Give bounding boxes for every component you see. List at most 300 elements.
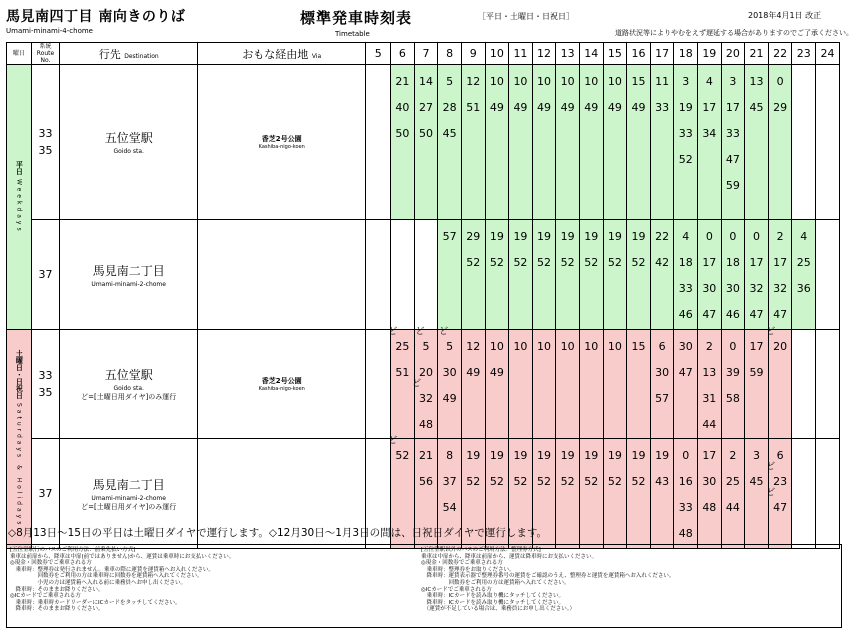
minute-value: 52	[560, 256, 575, 269]
departure-minute	[537, 69, 551, 95]
minute-list	[722, 439, 745, 521]
day-label-cell	[7, 330, 32, 549]
departure-minute	[702, 412, 716, 438]
departure-minute	[584, 69, 598, 95]
departure-minute	[679, 360, 693, 386]
minute-list	[462, 439, 485, 495]
departure-minute	[443, 469, 457, 495]
departure-minute	[753, 443, 760, 469]
departure-minute	[729, 224, 736, 250]
minute-value: 48	[702, 501, 717, 514]
departure-minute	[726, 360, 740, 386]
minute-value: 47	[773, 308, 788, 321]
hour-cell	[556, 330, 580, 439]
hour-cell	[485, 65, 509, 220]
minute-list	[533, 220, 556, 276]
departure-minute	[466, 224, 480, 250]
hour-cell	[698, 330, 722, 439]
minute-value: 2	[729, 449, 737, 462]
minute-list	[509, 330, 532, 360]
minute-list	[698, 220, 721, 328]
departure-minute	[750, 69, 764, 95]
hour-cell	[650, 220, 674, 330]
minute-list	[391, 65, 414, 147]
departure-minute	[682, 224, 689, 250]
minute-value: 0	[729, 340, 737, 353]
instruction-line: 乗車は前扉から、降車は中扉(前ではありません)から、運賃は乗車時にお支払いください。	[10, 553, 235, 560]
hour-cell	[532, 330, 556, 439]
minute-value: 14	[419, 75, 433, 88]
minute-value: 52	[466, 475, 481, 488]
hour-cell	[627, 439, 651, 549]
minute-value: 15	[631, 75, 646, 88]
minute-value: 6	[658, 340, 666, 353]
saturday-only-mark: ど	[766, 488, 776, 498]
minute-value: 17	[749, 256, 764, 269]
minute-value: 30	[655, 366, 670, 379]
hour-cell	[627, 65, 651, 220]
departure-minute	[415, 327, 430, 360]
departure-minute	[466, 469, 480, 495]
minute-value: 19	[607, 449, 622, 462]
route-number: 35	[38, 386, 53, 399]
day-label-roman: Saturdays & Holidays	[15, 403, 23, 528]
minute-value: 49	[607, 101, 622, 114]
departure-minute	[679, 276, 693, 302]
hour-cell	[556, 65, 580, 220]
departure-minute	[466, 95, 480, 121]
minute-value: 42	[655, 256, 670, 269]
destination-note: ど=[土曜日用ダイヤ]のみ運行	[81, 502, 177, 511]
minute-list	[627, 65, 650, 121]
hour-cell	[674, 65, 698, 220]
route-number-cell	[31, 330, 60, 439]
hour-cell	[366, 330, 391, 439]
minute-value: 49	[537, 101, 552, 114]
hour-cell	[414, 220, 438, 330]
minute-value: 33	[678, 501, 693, 514]
minute-value: 5	[422, 340, 430, 353]
minute-value: 19	[466, 449, 481, 462]
minute-value: 20	[773, 340, 788, 353]
departure-minute	[490, 250, 504, 276]
minute-value: 19	[489, 449, 504, 462]
departure-minute	[702, 276, 716, 302]
minute-value: 36	[796, 282, 811, 295]
revision-date: 2018年4月1日 改正	[748, 11, 822, 20]
destination-name: 馬見南二丁目	[92, 477, 165, 492]
departure-minute	[631, 469, 645, 495]
hour-header: 12	[532, 43, 556, 65]
minute-list	[674, 330, 697, 386]
minute-value: 47	[678, 366, 693, 379]
minute-value: 49	[584, 101, 599, 114]
minute-list	[674, 220, 697, 328]
departure-minute	[655, 224, 669, 250]
departure-minute	[561, 95, 575, 121]
usage-instructions-left	[10, 547, 418, 613]
departure-minute	[655, 386, 669, 412]
departure-minute	[631, 224, 645, 250]
minute-list	[769, 65, 792, 121]
minute-value: 2	[705, 340, 713, 353]
hour-header: 16	[627, 43, 651, 65]
hour-header: 22	[768, 43, 792, 65]
departure-minute	[706, 224, 713, 250]
hour-cell	[674, 220, 698, 330]
minute-list	[509, 439, 532, 495]
header-row	[7, 43, 840, 65]
minute-value: 3	[682, 75, 690, 88]
departure-minute	[702, 469, 716, 495]
departure-minute	[655, 250, 669, 276]
minute-value: 59	[749, 366, 764, 379]
hour-cell	[391, 65, 415, 220]
hour-cell	[745, 439, 769, 549]
minute-value: 49	[442, 392, 457, 405]
minute-value: 30	[678, 340, 693, 353]
departure-minute	[773, 276, 787, 302]
departure-minute	[679, 495, 693, 521]
departure-minute	[631, 250, 645, 276]
hour-cell	[509, 220, 533, 330]
hour-cell	[579, 220, 603, 330]
minute-value: 39	[725, 366, 740, 379]
hour-cell	[603, 330, 627, 439]
minute-value: 34	[702, 127, 717, 140]
minute-value: 52	[489, 475, 504, 488]
minute-value: 16	[678, 475, 693, 488]
instruction-line: 回数券をご利用の方は乗車時に回数券を運賃箱へ入れてください。	[10, 573, 203, 580]
via-stop-roman: Kashiba-nigo-koen	[258, 144, 305, 150]
departure-minute	[561, 443, 575, 469]
minute-value: 45	[749, 101, 764, 114]
departure-minute	[702, 302, 716, 328]
minute-value: 11	[655, 75, 670, 88]
instruction-line: ◎ICカードでご乗車される方	[10, 593, 81, 600]
minute-value: 32	[773, 282, 788, 295]
minute-value: 52	[395, 449, 410, 462]
minute-value: 10	[560, 340, 575, 353]
minute-list	[627, 439, 650, 495]
hour-cell	[650, 330, 674, 439]
minute-list	[415, 439, 438, 495]
minute-list	[604, 220, 627, 276]
departure-minute	[490, 360, 504, 386]
departure-minute	[466, 443, 480, 469]
minute-value: 19	[513, 449, 528, 462]
departure-minute	[584, 443, 598, 469]
departure-minute	[726, 121, 740, 147]
stop-name-roman: Umami-minami-4-chome	[6, 27, 93, 35]
minute-list	[388, 327, 414, 386]
departure-minute	[466, 250, 480, 276]
minute-list	[366, 65, 390, 69]
minute-value: 33	[678, 127, 693, 140]
minute-value: 3	[753, 449, 761, 462]
hour-cell	[792, 439, 816, 549]
minute-list	[438, 220, 461, 250]
departure-minute	[537, 95, 551, 121]
hour-cell	[792, 330, 816, 439]
minute-list	[627, 330, 650, 360]
col-destination-en: Destination	[124, 52, 159, 60]
minute-list	[462, 65, 485, 121]
hour-cell	[438, 327, 462, 439]
col-route-label: 系統	[39, 43, 52, 50]
departure-minute	[702, 386, 716, 412]
minute-list	[366, 220, 390, 224]
minute-value: 17	[702, 101, 717, 114]
instruction-line: ◎現金・回数券でご乗車される方	[421, 560, 503, 567]
departure-minute	[608, 95, 622, 121]
minute-value: 19	[584, 230, 599, 243]
hour-header: 10	[485, 43, 509, 65]
departure-minute	[466, 69, 480, 95]
minute-value: 19	[678, 101, 693, 114]
departure-minute	[490, 69, 504, 95]
departure-minute	[537, 469, 551, 495]
saturday-only-mark: ど	[388, 436, 398, 446]
minute-list	[580, 65, 603, 121]
minute-list	[486, 65, 509, 121]
minute-value: 10	[537, 340, 552, 353]
minute-value: 25	[725, 475, 740, 488]
minute-value: 51	[466, 101, 481, 114]
instruction-line: 乗車時：乗車時カードリーダーにICカードをタッチしてください。	[10, 599, 181, 606]
hour-header: 5	[366, 43, 391, 65]
minute-value: 54	[442, 501, 457, 514]
instruction-line: 降車時：ICカードを読み取り機にタッチしてください。	[421, 599, 564, 606]
hour-cell	[461, 220, 485, 330]
hour-cell	[532, 65, 556, 220]
departure-minute	[561, 469, 575, 495]
stop-name: 馬見南四丁目 南向きのりば	[6, 9, 186, 25]
hour-header: 7	[414, 43, 438, 65]
minute-value: 25	[796, 256, 811, 269]
hour-cell	[816, 65, 840, 220]
hour-cell	[674, 439, 698, 549]
hour-cell	[721, 439, 745, 549]
route-number: 33	[38, 127, 53, 140]
departure-minute	[443, 95, 457, 121]
departure-minute	[419, 360, 433, 386]
minute-value: 10	[513, 75, 528, 88]
hour-cell	[532, 220, 556, 330]
minute-value: 46	[678, 308, 693, 321]
route-number: 37	[38, 487, 53, 500]
minute-value: 19	[655, 449, 670, 462]
hour-cell	[650, 65, 674, 220]
departure-minute	[750, 95, 764, 121]
departure-minute	[443, 224, 457, 250]
minute-value: 0	[705, 230, 713, 243]
departure-minute	[750, 276, 764, 302]
departure-minute	[777, 224, 784, 250]
minute-value: 10	[607, 75, 622, 88]
departure-minute	[419, 69, 433, 95]
minute-value: 28	[442, 101, 457, 114]
minute-value: 52	[466, 256, 481, 269]
departure-minute	[631, 334, 645, 360]
minute-value: 52	[489, 256, 504, 269]
minute-list	[556, 65, 579, 121]
hour-cell	[721, 220, 745, 330]
minute-list	[438, 327, 461, 412]
departure-minute	[797, 250, 811, 276]
minute-list	[486, 220, 509, 276]
departure-minute	[679, 334, 693, 360]
departure-minute	[513, 443, 527, 469]
hour-cell	[509, 65, 533, 220]
saturday-only-mark: ど	[415, 327, 425, 337]
hour-cell	[579, 439, 603, 549]
minute-value: 52	[584, 256, 599, 269]
departure-minute	[537, 334, 551, 360]
hour-cell	[698, 65, 722, 220]
departure-minute	[513, 95, 527, 121]
minute-value: 49	[489, 366, 504, 379]
minute-value: 8	[446, 449, 454, 462]
minute-list	[415, 220, 438, 224]
day-label: 平日	[15, 160, 24, 175]
hour-cell	[721, 65, 745, 220]
minute-value: 4	[682, 230, 690, 243]
minute-list	[745, 439, 768, 495]
route-number: 33	[38, 369, 53, 382]
hour-cell	[509, 330, 533, 439]
departure-minute	[490, 443, 504, 469]
instruction-line: 降車時：そのままお降りください。	[10, 606, 104, 613]
minute-list	[533, 439, 556, 495]
minute-list	[412, 327, 438, 438]
destination-cell	[60, 330, 198, 439]
minute-value: 59	[725, 179, 740, 192]
departure-minute	[729, 334, 736, 360]
hour-cell	[414, 65, 438, 220]
minute-list	[580, 330, 603, 360]
hour-cell	[627, 220, 651, 330]
departure-minute	[466, 360, 480, 386]
minute-value: 4	[800, 230, 808, 243]
hour-cell	[766, 327, 792, 439]
minute-list	[745, 330, 768, 386]
instruction-line: （運賃が不足している場合は、乗務員にお申し出ください。）	[421, 606, 576, 613]
minute-value: 19	[584, 449, 599, 462]
minute-list	[438, 65, 461, 147]
departure-minute	[439, 327, 454, 360]
hour-header: 8	[438, 43, 462, 65]
minute-value: 5	[446, 340, 454, 353]
departure-minute	[726, 469, 740, 495]
departure-minute	[777, 69, 784, 95]
departure-minute	[706, 334, 713, 360]
departure-minute	[766, 462, 788, 495]
departure-minute	[513, 224, 527, 250]
hour-cell	[603, 220, 627, 330]
minute-value: 49	[631, 101, 646, 114]
col-day: 曜日	[7, 43, 32, 65]
departure-minute	[682, 69, 689, 95]
departure-minute	[631, 69, 645, 95]
instruction-line: [五位堂駅行のバスのご利用方法：前乗先払い方式]	[10, 547, 136, 553]
minute-list	[604, 439, 627, 495]
minute-value: 19	[631, 230, 646, 243]
departure-minute	[608, 334, 622, 360]
minute-list	[556, 330, 579, 360]
departure-minute	[726, 302, 740, 328]
minute-value: 20	[419, 366, 433, 379]
minute-list	[698, 439, 721, 521]
minute-list	[651, 65, 674, 121]
departure-minute	[679, 95, 693, 121]
hour-cell	[627, 330, 651, 439]
minute-value: 49	[489, 101, 504, 114]
day-label: 土曜日・日祝日	[15, 350, 24, 400]
timetable-row	[7, 220, 840, 330]
minute-value: 10	[537, 75, 552, 88]
departure-minute	[395, 69, 409, 95]
day-label-cell	[7, 65, 32, 330]
departure-minute	[655, 443, 669, 469]
minute-list	[792, 65, 815, 69]
col-destination-label: 行先	[98, 47, 121, 61]
hour-header: 18	[674, 43, 698, 65]
via-cell	[198, 65, 366, 220]
departure-minute	[419, 121, 433, 147]
minute-value: 10	[489, 340, 504, 353]
departure-minute	[655, 69, 669, 95]
departure-minute	[702, 95, 716, 121]
departure-minute	[726, 147, 740, 173]
minute-list	[486, 330, 509, 386]
minute-list	[556, 220, 579, 276]
departure-minute	[513, 469, 527, 495]
minute-value: 19	[607, 230, 622, 243]
minute-value: 10	[584, 340, 599, 353]
day-type-label: ［平日・土曜日・日祝日］	[478, 12, 574, 21]
destination-roman: Umami-minami-2-chome	[91, 494, 166, 502]
timetable-subtitle: Timetable	[335, 30, 370, 38]
minute-list	[391, 220, 414, 224]
minute-value: 15	[631, 340, 646, 353]
instruction-line: 降車時：そのままお降りください。	[10, 586, 104, 593]
hour-header: 11	[509, 43, 533, 65]
departure-minute	[419, 412, 433, 438]
minute-list	[698, 65, 721, 147]
hour-header: 15	[603, 43, 627, 65]
destination-name: 五位堂駅	[104, 131, 153, 145]
minute-value: 10	[607, 340, 622, 353]
minute-value: 13	[702, 366, 717, 379]
hour-header: 9	[461, 43, 485, 65]
minute-value: 10	[489, 75, 504, 88]
minute-value: 19	[560, 230, 575, 243]
departure-minute	[655, 360, 669, 386]
minute-value: 5	[446, 75, 454, 88]
minute-value: 44	[725, 501, 740, 514]
departure-minute	[773, 302, 787, 328]
minute-list	[792, 220, 815, 302]
minute-value: 30	[702, 282, 717, 295]
minute-value: 10	[584, 75, 599, 88]
route-number-cell	[31, 65, 60, 220]
hour-cell	[579, 65, 603, 220]
minute-list	[438, 439, 461, 521]
hour-header: 23	[792, 43, 816, 65]
col-route	[31, 43, 60, 65]
departure-minute	[750, 250, 764, 276]
